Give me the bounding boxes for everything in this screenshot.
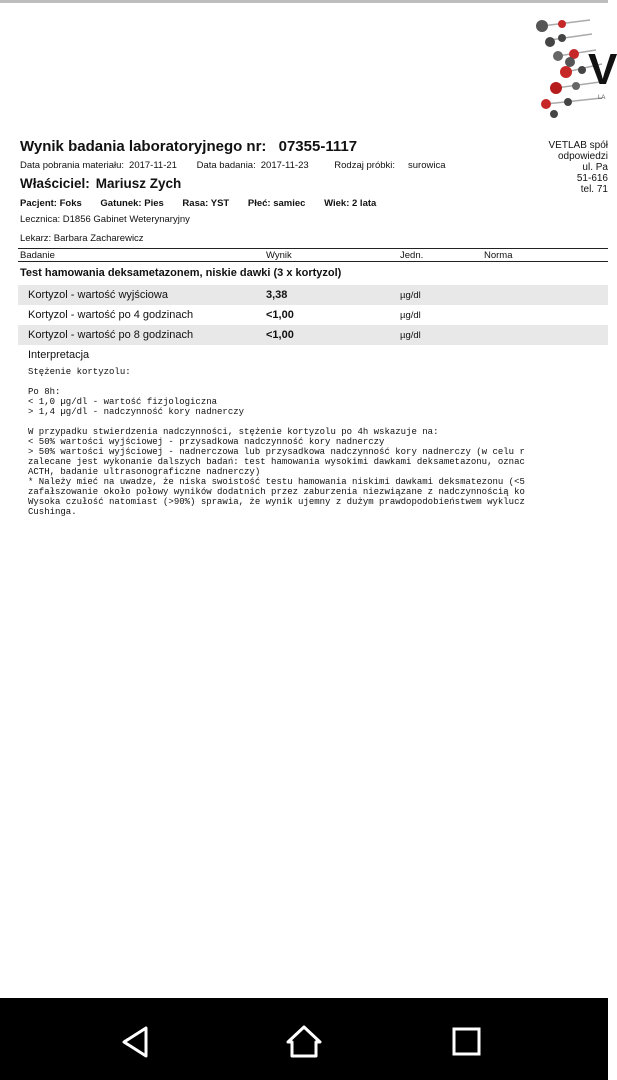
- table-row: [18, 325, 608, 345]
- patient-name: Pacjent: Foks: [20, 198, 82, 209]
- patient-species: Gatunek: Pies: [100, 198, 164, 209]
- results-table-header: [18, 248, 608, 262]
- company-info: [538, 140, 608, 195]
- row-unit: µg/dl: [400, 310, 421, 321]
- interpretation-title: Interpretacja: [28, 349, 90, 361]
- table-row: [18, 305, 608, 325]
- logo-caption: LA: [598, 95, 606, 101]
- android-nav-bar: [0, 998, 608, 1080]
- company-line: 51-616: [576, 173, 608, 184]
- patient-breed: Rasa: YST: [182, 198, 230, 209]
- home-icon[interactable]: [284, 1022, 324, 1062]
- patient-age: Wiek: 2 lata: [324, 198, 377, 209]
- test-date-label: Data badania:: [196, 160, 256, 171]
- header-norm: Norma: [484, 250, 513, 261]
- row-test-name: Kortyzol - wartość po 4 godzinach: [28, 309, 194, 321]
- row-test-name: Kortyzol - wartość po 8 godzinach: [28, 329, 194, 341]
- report-title: [20, 138, 357, 155]
- row-test-name: Kortyzol - wartość wyjściowa: [28, 289, 168, 301]
- company-line: VETLAB spół: [548, 140, 608, 151]
- sample-meta: [20, 160, 451, 171]
- clinic: Lecznica: D1856 Gabinet Weterynaryjny: [20, 214, 190, 225]
- row-unit: µg/dl: [400, 330, 421, 341]
- row-unit: µg/dl: [400, 290, 421, 301]
- row-value: <1,00: [266, 329, 294, 341]
- row-value: <1,00: [266, 309, 294, 321]
- report-title-label: Wynik badania laboratoryjnego nr:: [20, 138, 267, 155]
- company-line: ul. Pa: [582, 162, 608, 173]
- row-value: 3,38: [266, 289, 288, 301]
- test-date: 2017-11-23: [260, 160, 309, 171]
- sample-date-label: Data pobrania materiału:: [20, 160, 125, 171]
- doctor: Lekarz: Barbara Zacharewicz: [20, 233, 144, 244]
- owner-name: Mariusz Zych: [95, 176, 182, 191]
- section-title: Test hamowania deksametazonem, niskie dawki (3 x kortyzol): [20, 267, 342, 279]
- top-divider: [0, 0, 608, 3]
- owner: [20, 176, 181, 191]
- patient-sex: Płeć: samiec: [247, 198, 306, 209]
- table-row: [18, 285, 608, 305]
- header-unit: Jedn.: [400, 250, 424, 261]
- sample-type-label: Rodzaj próbki:: [334, 160, 396, 171]
- sample-date: 2017-11-21: [129, 160, 177, 171]
- back-icon[interactable]: [116, 1022, 156, 1062]
- owner-label: Właściciel:: [20, 176, 90, 191]
- header-test: Badanie: [20, 250, 55, 261]
- logo-letter: V: [588, 45, 617, 94]
- interpretation-text: Stężenie kortyzolu: Po 8h: < 1,0 µg/dl - wartość fizjologiczna > 1,4 µg/dl - nadczynność kory nadnerczy W przypadku stwierdzenia nadczynności, stężenie kortyzolu po 4h wskazuje na: < 50% wartości wyjściowej - przysadkowa nadczynność kory nadnerczy > 50% wartości wyjściowej - nadnerczowa lub przysadkowa nadczynność kory nadnerczy (w celu r zalecane jest wykonanie dalszych badań: test hamowania wysokimi dawkami deksametazonu, oznac ACTH, badanie ultrasonograficzne nadnerczy) * Należy mieć na uwadze, że niska swoistość testu hamowania niskimi dawkami deksmatezonu (<5 zafałszowanie około połowy wyników dodatnich przez zaburzenia niezwiązane z nadczynnością ko Wysoka czułość natomiast (>90%) sprawia, że wynik ujemny z dużym prawdopodobieństwem wyklucz Cushinga.: [28, 367, 525, 517]
- company-line: odpowiedzi: [557, 151, 608, 162]
- sample-type: surowica: [408, 160, 446, 171]
- recents-icon[interactable]: [446, 1022, 486, 1062]
- patient-info: [20, 198, 392, 209]
- report-number: 07355-1117: [278, 138, 358, 155]
- company-line: tel. 71: [580, 184, 608, 195]
- header-result: Wynik: [266, 250, 292, 261]
